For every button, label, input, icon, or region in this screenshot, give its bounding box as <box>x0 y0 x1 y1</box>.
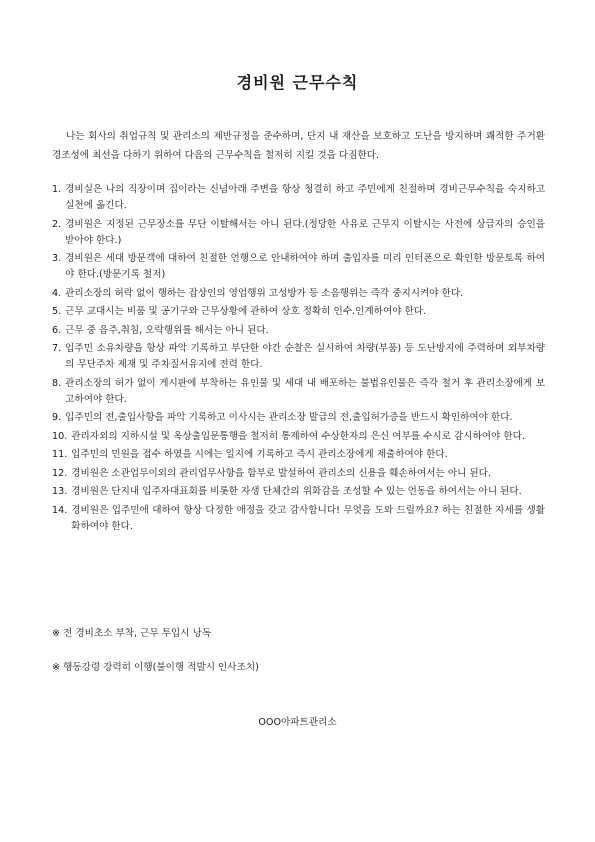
rule-item <box>52 484 545 500</box>
document-title: 경비원 근무수칙 <box>236 73 359 92</box>
rule-number: 9. <box>52 412 62 423</box>
rule-text: 경비원은 세대 방문객에 대하여 친절한 언행으로 안내하여야 하며 출입자를 미리 인터폰으로 확인한 방문토록 하여야 한다.(방문기록 철저) <box>65 253 545 280</box>
rule-text: 관리자외의 지하시설 및 옥상출입문통행을 철저히 통제하여 수상한자의 은신 여부를 수시로 감시하여야 한다. <box>71 430 525 442</box>
rule-text: 관리소장의 허가 없이 게시판에 부착하는 유인물 및 세대 내 배포하는 불법유인물은 즉각 철거 후 관리소장에게 보고하여야 한다. <box>65 377 545 405</box>
rule-number: 4. <box>52 287 62 299</box>
rule-item <box>52 182 545 214</box>
rule-number: 5. <box>52 306 62 317</box>
note-enforcement: ※ 행동강령 강력히 이행(불이행 적발시 인사조치) <box>52 662 259 673</box>
rule-item <box>52 410 545 426</box>
rule-number: 1. <box>52 184 62 195</box>
rule-item <box>52 503 545 535</box>
rule-number: 7. <box>52 343 62 354</box>
rule-text: 경비원은 단지내 입주자대표회를 비롯한 자생 단체간의 위화감을 조성할 수 있는 언동을 하여서는 아니 된다. <box>71 486 522 497</box>
rule-text: 경비원은 지정된 근무장소를 무단 이탈해서는 아니 된다.(정당한 사유로 근무지 이탈시는 사전에 상급자의 승인을 받아야 한다.) <box>65 218 545 246</box>
rule-text: 입주민의 민원을 접수 하였을 시에는 일지에 기록하고 즉시 관리소장에게 제출하여야 한다. <box>71 449 448 460</box>
rule-number: 13. <box>52 486 68 497</box>
rule-number: 3. <box>52 253 62 264</box>
rule-item <box>52 323 545 339</box>
rule-item <box>52 429 545 445</box>
rule-item <box>52 304 545 320</box>
rule-text: 근무 교대시는 비품 및 공기구와 근무상황에 관하여 상호 정확히 인수.인계하여야 한다. <box>65 306 427 317</box>
rules-list <box>52 182 545 537</box>
rule-number: 2. <box>52 218 62 230</box>
rule-number: 8. <box>52 377 62 389</box>
issuer-signature: OOO아파트관리소 <box>258 717 337 728</box>
rule-item <box>52 466 545 482</box>
rule-number: 14. <box>52 504 68 516</box>
rule-number: 10. <box>52 430 68 442</box>
rule-item <box>52 286 545 302</box>
rule-text: 경비원은 소관업무이외의 관리업무사항을 함부로 발설하여 관리소의 신용을 훼손하여서는 아니 된다. <box>71 467 491 479</box>
rule-text: 입주민의 전,출입사항을 파악 기록하고 이사시는 관리소장 발급의 전,출입허가증을 반드시 확인하여야 한다. <box>65 412 513 423</box>
rule-number: 12. <box>52 467 68 479</box>
rule-item <box>52 376 545 408</box>
intro-paragraph: 나는 회사의 취업규칙 및 관리소의 제반규정을 준수하며, 단지 내 재산을 보호하고 도난을 방지하며 쾌적한 주거환경조성에 최선을 다하기 위하여 다음의 근무수칙을 철저히 지킬 것을 다짐한다. <box>52 131 545 161</box>
note-posting: ※ 전 경비초소 부착, 근무 투입시 낭독 <box>52 628 212 639</box>
rule-item <box>52 251 545 283</box>
rule-text: 근무 중 음주,취침, 오락행위를 해서는 아니 된다. <box>65 324 269 336</box>
rule-item <box>52 217 545 249</box>
rule-number: 11. <box>52 449 68 460</box>
rule-text: 경비실은 나의 직장이며 집이라는 신념아래 주변을 항상 청결히 하고 주민에게 친절하며 경비근무수칙을 숙지하고 실천에 옮긴다. <box>65 184 545 211</box>
rule-item <box>52 341 545 373</box>
rule-item <box>52 447 545 463</box>
rule-number: 6. <box>52 324 62 336</box>
rule-text: 경비원은 입주민에 대하여 항상 다정한 애정을 갖고 감사합니다! 무엇을 도와 드릴까요? 하는 친절한 자세를 생활화하여야 한다. <box>71 504 545 532</box>
rule-text: 입주민 소유차량을 항상 파악 기록하고 부단한 야간 순찰은 실시하여 차량(부품) 등 도난방지에 주력하며 외부차량의 무단주차 제재 및 주차질서유지에 전력 한다. <box>65 343 545 370</box>
rule-text: 관리소장의 허락 없이 행하는 잡상인의 영업행위 고성방가 등 소음행위는 즉각 중지시켜야 한다. <box>65 287 464 299</box>
